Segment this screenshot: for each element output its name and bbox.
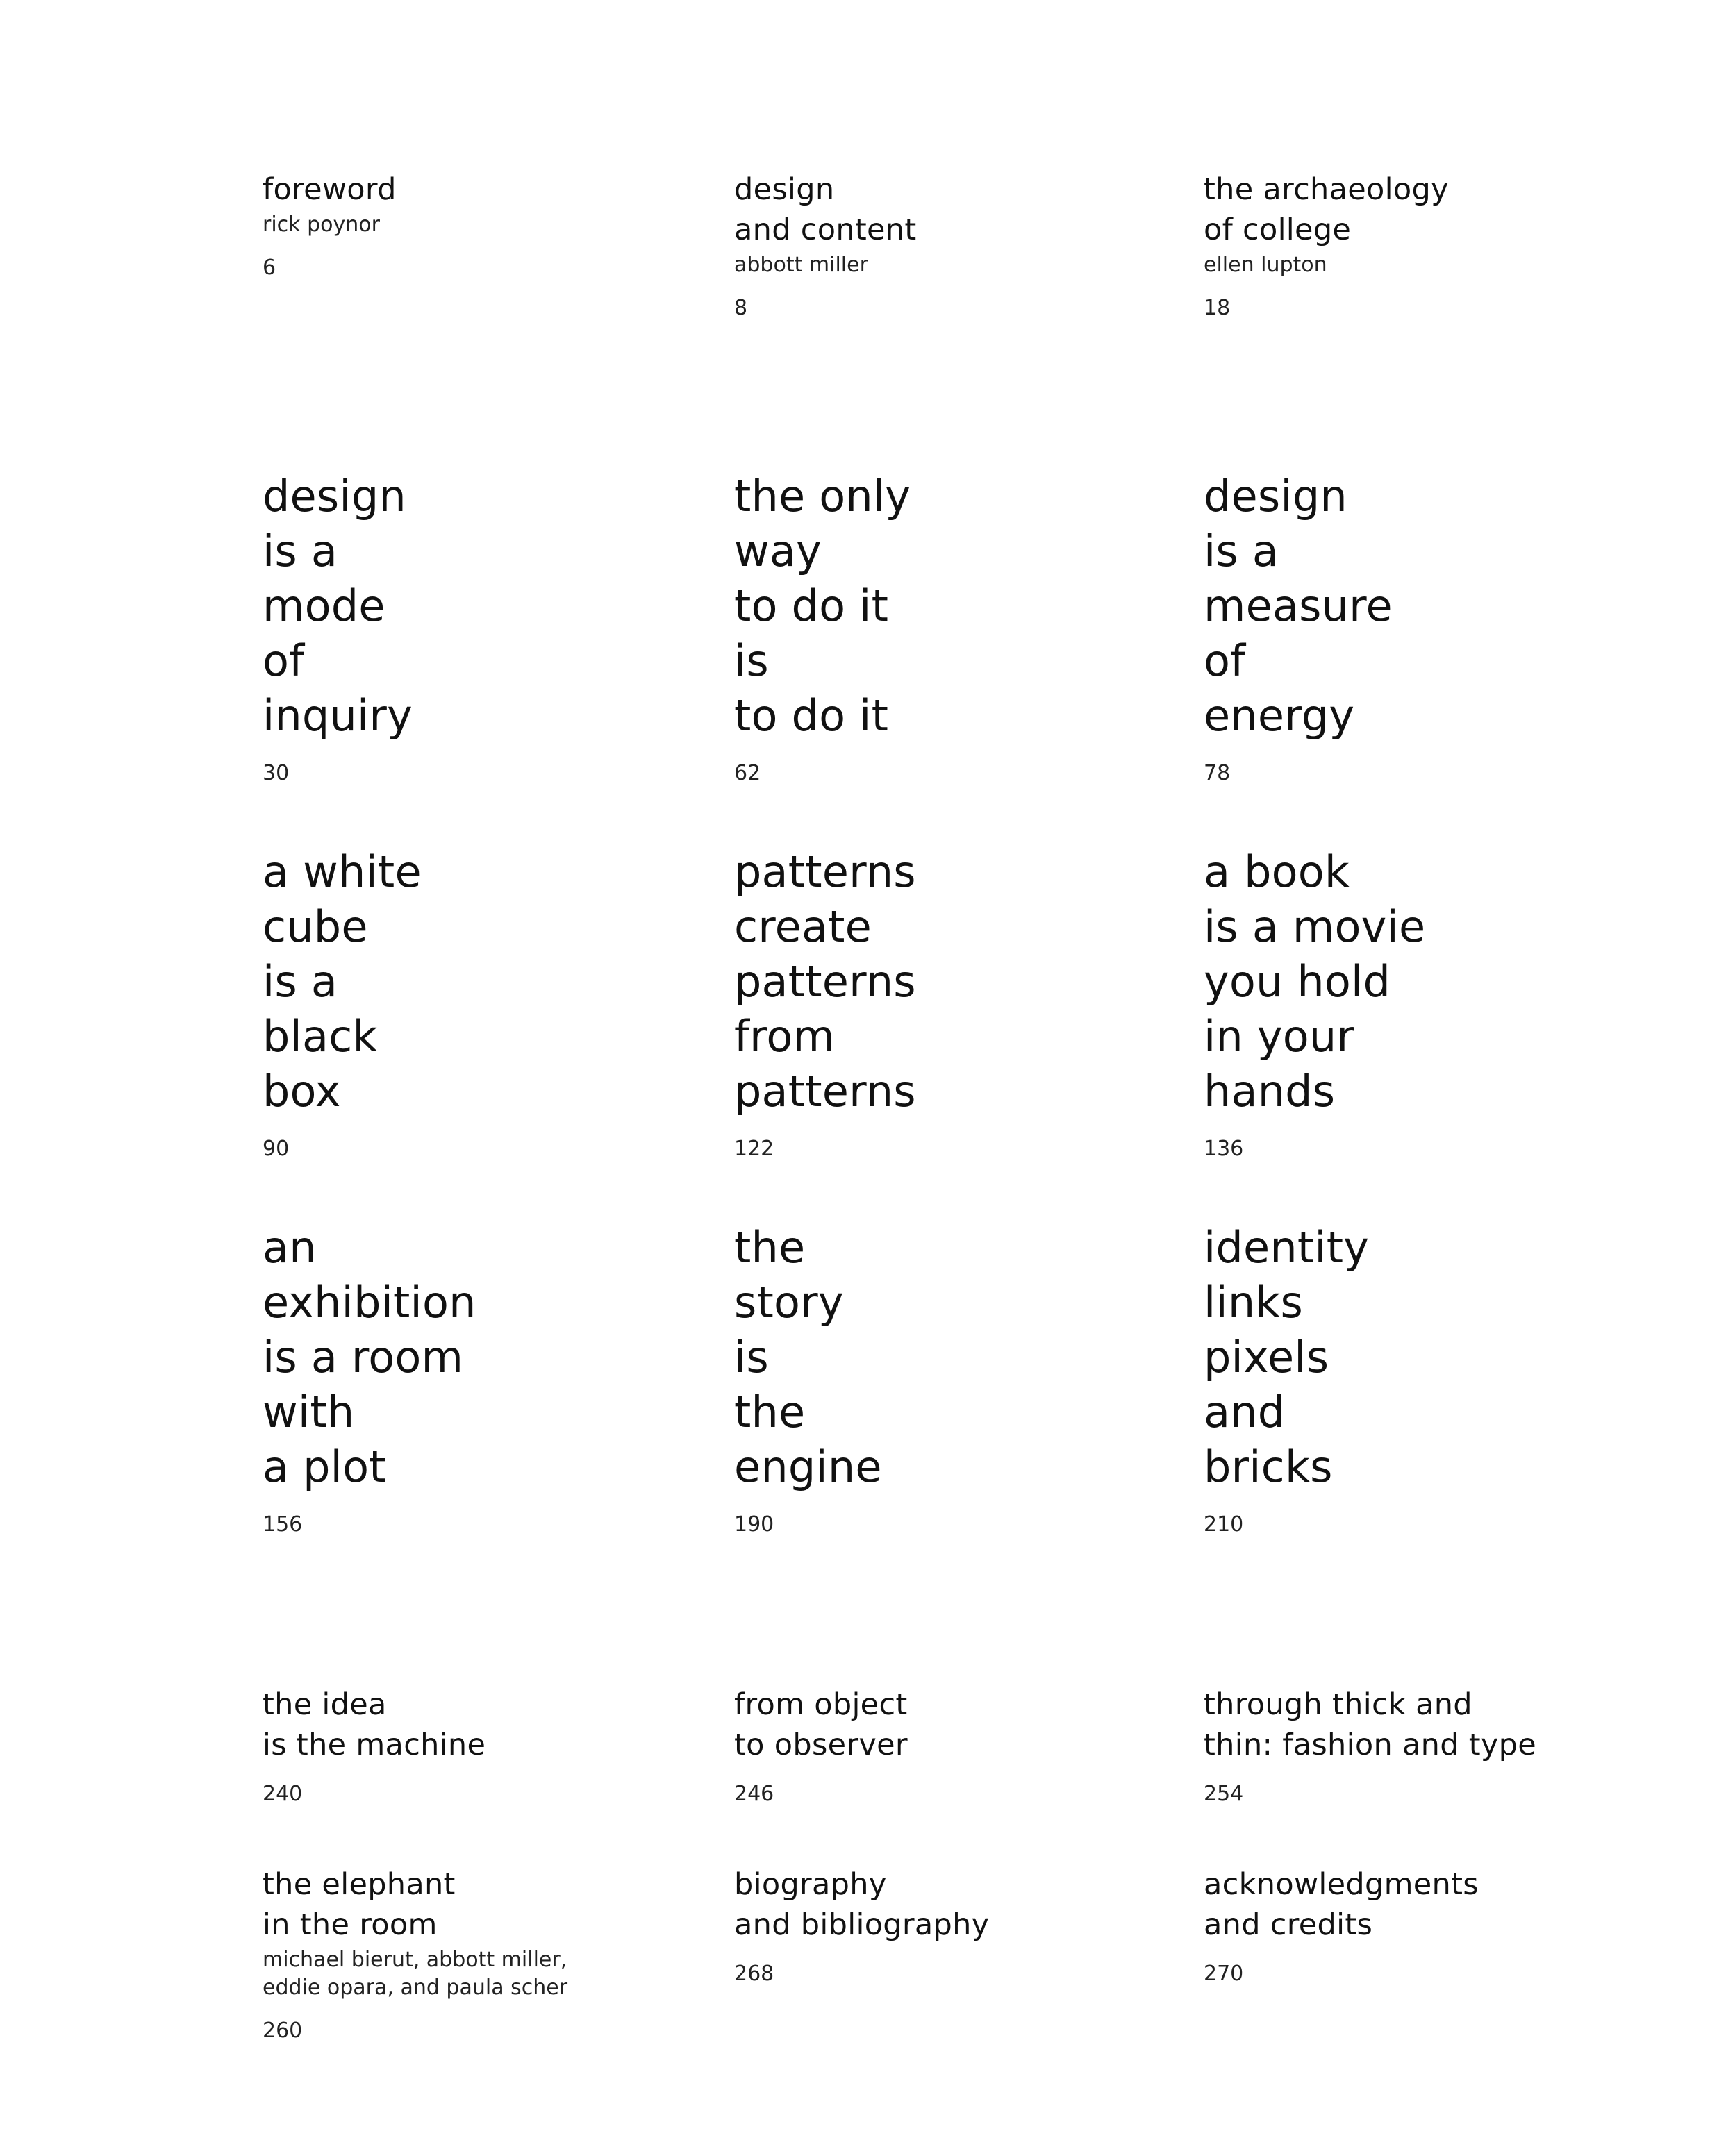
chapter-title: identity links pixels and bricks bbox=[1204, 1222, 1370, 1492]
chapter-page-number: 210 bbox=[1204, 1512, 1244, 1537]
chapter-title: an exhibition is a room with a plot bbox=[263, 1222, 476, 1492]
entry-author: abbott miller bbox=[734, 253, 868, 277]
toc-chapter-patterns[interactable] bbox=[734, 844, 1151, 1163]
toc-chapter-book-is-a-movie[interactable] bbox=[1204, 844, 1620, 1163]
entry-page-number: 8 bbox=[734, 296, 748, 320]
entry-title: from object to observer bbox=[734, 1687, 908, 1762]
entry-page-number: 18 bbox=[1204, 296, 1231, 320]
chapter-page-number: 156 bbox=[263, 1512, 303, 1537]
toc-entry-biography[interactable] bbox=[734, 1864, 1151, 1988]
toc-entry-acknowledgments[interactable] bbox=[1204, 1864, 1620, 1988]
toc-entry-design-and-content[interactable] bbox=[734, 169, 1151, 322]
entry-page-number: 254 bbox=[1204, 1782, 1244, 1806]
entry-author: rick poynor bbox=[263, 212, 380, 237]
toc-chapter-identity[interactable] bbox=[1204, 1220, 1620, 1539]
entry-author: ellen lupton bbox=[1204, 253, 1327, 277]
entry-page-number: 240 bbox=[263, 1782, 303, 1806]
entry-page-number: 270 bbox=[1204, 1962, 1244, 1986]
entry-page-number: 6 bbox=[263, 256, 276, 280]
entry-page-number: 246 bbox=[734, 1782, 774, 1806]
chapter-page-number: 122 bbox=[734, 1137, 774, 1161]
chapter-title: the story is the engine bbox=[734, 1222, 882, 1492]
toc-entry-idea-machine[interactable] bbox=[263, 1685, 679, 1808]
toc-entry-foreword[interactable] bbox=[263, 169, 679, 282]
toc-chapter-exhibition[interactable] bbox=[263, 1220, 679, 1539]
entry-title: the archaeology of college bbox=[1204, 172, 1449, 247]
toc-entry-archaeology-of-college[interactable] bbox=[1204, 169, 1620, 322]
toc-entry-thick-and-thin[interactable] bbox=[1204, 1685, 1620, 1808]
chapter-page-number: 30 bbox=[263, 761, 290, 785]
entry-title: the idea is the machine bbox=[263, 1687, 486, 1762]
entry-title: through thick and thin: fashion and type bbox=[1204, 1687, 1537, 1762]
chapter-title: a white cube is a black box bbox=[263, 846, 422, 1117]
toc-chapter-mode-of-inquiry[interactable] bbox=[263, 469, 679, 787]
chapter-title: design is a mode of inquiry bbox=[263, 471, 413, 741]
entry-author: michael bierut, abbott miller, eddie opara, and paula scher bbox=[263, 1948, 568, 2000]
toc-chapter-story-engine[interactable] bbox=[734, 1220, 1151, 1539]
entry-title: foreword bbox=[263, 172, 397, 207]
chapter-title: patterns create patterns from patterns bbox=[734, 846, 916, 1117]
entry-title: design and content bbox=[734, 172, 917, 247]
chapter-page-number: 90 bbox=[263, 1137, 290, 1161]
entry-title: acknowledgments and credits bbox=[1204, 1867, 1479, 1942]
chapter-title: design is a measure of energy bbox=[1204, 471, 1393, 741]
entry-page-number: 260 bbox=[263, 2019, 303, 2043]
entry-page-number: 268 bbox=[734, 1962, 774, 1986]
entry-title: the elephant in the room bbox=[263, 1867, 456, 1942]
toc-chapter-measure-of-energy[interactable] bbox=[1204, 469, 1620, 787]
chapter-page-number: 62 bbox=[734, 761, 761, 785]
toc-chapter-white-cube[interactable] bbox=[263, 844, 679, 1163]
toc-chapter-only-way[interactable] bbox=[734, 469, 1151, 787]
chapter-page-number: 78 bbox=[1204, 761, 1231, 785]
toc-entry-elephant-in-room[interactable] bbox=[263, 1864, 679, 2045]
entry-title: biography and bibliography bbox=[734, 1867, 990, 1942]
chapter-page-number: 136 bbox=[1204, 1137, 1244, 1161]
chapter-title: a book is a movie you hold in your hands bbox=[1204, 846, 1426, 1117]
toc-entry-object-observer[interactable] bbox=[734, 1685, 1151, 1808]
chapter-title: the only way to do it is to do it bbox=[734, 471, 911, 741]
chapter-page-number: 190 bbox=[734, 1512, 774, 1537]
